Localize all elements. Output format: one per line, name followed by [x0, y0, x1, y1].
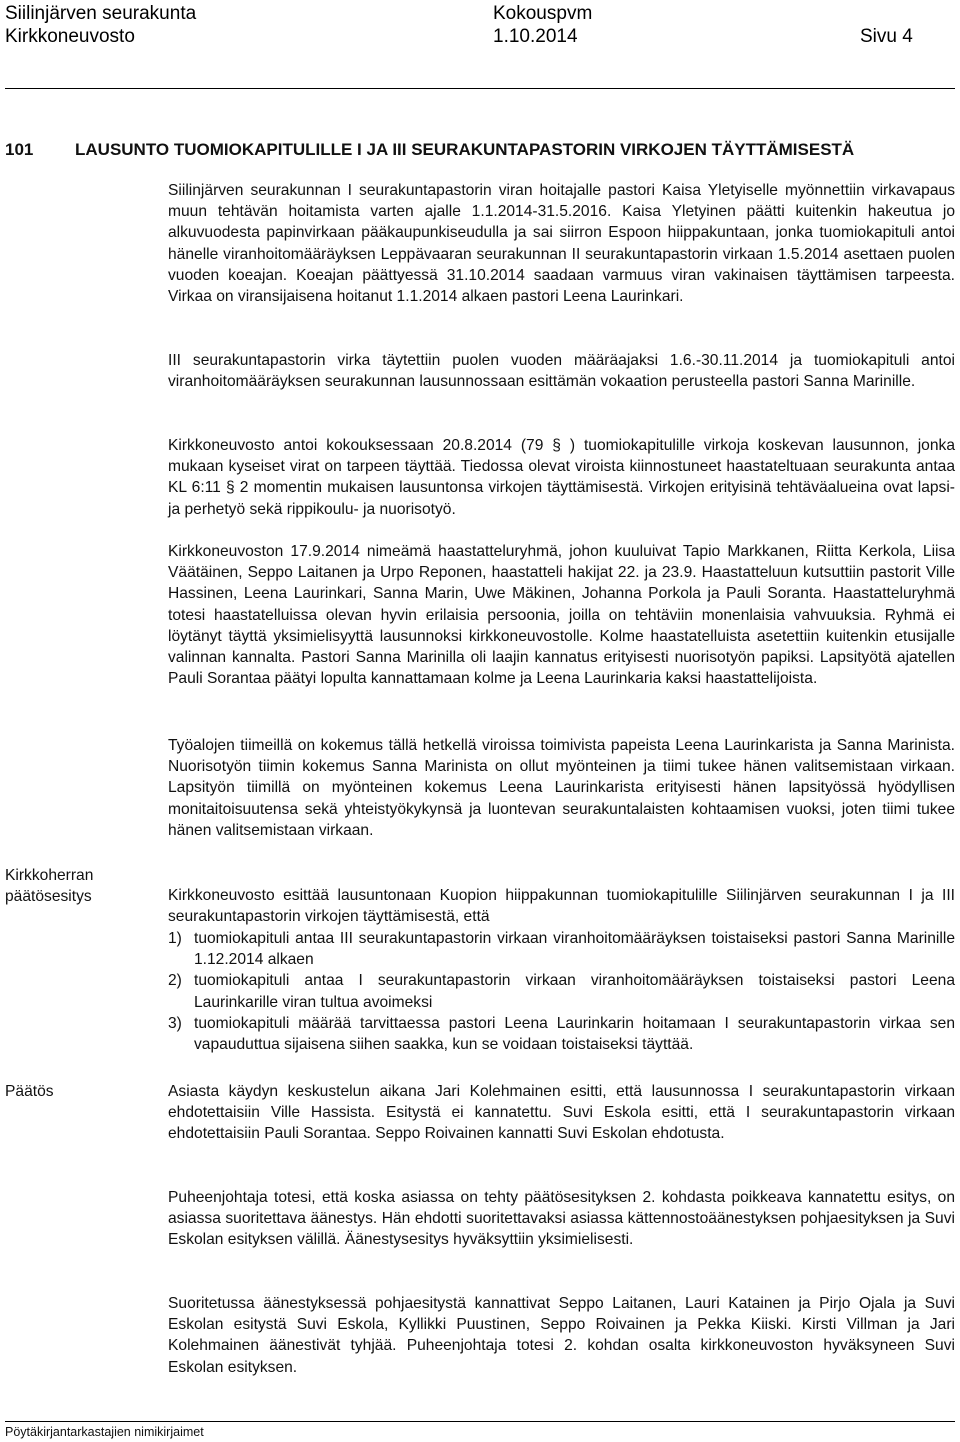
section-number: 101: [5, 140, 34, 159]
proposal-item-marker: 1): [168, 930, 182, 947]
decision-paragraph-1: Asiasta käydyn keskustelun aikana Jari Kolehmainen esitti, että lausunnossa I seurakuntapastorin virkaan ehdotettaisiin Ville Hassista. Esitystä ei kannatettu. Suvi Eskola esitti, että I seurakuntapastorin virkaan ehdotettaisiin Pauli Sorantaa. Seppo Roivainen kannatti Suvi Eskolan ehdotusta.: [168, 1083, 955, 1143]
paragraph-background-2: III seurakuntapastorin virka täytettiin puolen vuoden määräajaksi 1.6.-30.11.2014 ja tuomiokapituli antoi viranhoitomääräyksen seurakunnan lausunnossaan esittämän vokaation perusteella pastori Sanna Marinille.: [168, 352, 955, 391]
proposal-intro: Kirkkoneuvosto esittää lausuntonaan Kuopion hiippakunnan tuomiokapitulille Siilinjärven seurakunnan I ja III seurakuntapastorin virkojen täyttämisestä, että: [168, 887, 955, 926]
proposal-item-text: tuomiokapituli antaa III seurakuntapastorin virkaan viranhoitomääräyksen toistaiseksi pastori Sanna Marinille 1.12.2014 alkaen: [194, 930, 955, 969]
paragraph-background-3: Kirkkoneuvosto antoi kokouksessaan 20.8.2014 (79 § ) tuomiokapitulille virkoja koskevan lausunnon, jonka mukaan kyseiset virat on tarpeen täyttää. Tiedossa olevat viroista kiinnostuneet haastateltuaan seurakunta antaa KL 6:11 § 2 momentin mukaisen lausuntonsa virkojen täyttämisestä. Virkojen erityisinä tehtäväalueina ovat lapsi- ja perhetyö sekä rippikoulu- ja nuorisotyö.: [168, 437, 955, 518]
page-number: Sivu 4: [860, 26, 913, 47]
organization-name: Siilinjärven seurakunta: [5, 3, 197, 24]
meeting-date: 1.10.2014: [493, 26, 578, 47]
footer-divider: [5, 1421, 955, 1422]
footer-initials-label: Pöytäkirjantarkastajien nimikirjaimet: [5, 1425, 204, 1439]
paragraph-background-4: Kirkkoneuvoston 17.9.2014 nimeämä haastatteluryhmä, johon kuuluivat Tapio Markkanen, Riitta Kerkola, Liisa Väätäinen, Seppo Laitanen ja Urpo Reponen, haastatteli hakijat 22. ja 23.9. Haastatteluun kutsuttiin pastorit Ville Hassinen, Leena Laurinkari, Sanna Marin, Uwe Mäkinen, Johanna Porkola ja Pauli Soranta. Haastatteluryhmä totesi haastatelluissa olevan hyvin erilaisia persoonia, joilla on tehtäviin monenlaisia vahvuuksia. Ryhmä ei löytänyt täyttä yksimielisyyttä lausunnoksi kirkkoneuvostolle. Kolme haastatelluista asetettiin kuitenkin etusijalle valinnan kannalta. Pastori Sanna Marinilla oli laajin kannatus erityisesti nuorisotyön papiksi. Lapsityötä ajatellen Pauli Sorantaa päätyi lopulta kannattamaan kolme ja Leena Laurinkaria kaksi haastattelijoista.: [168, 543, 955, 688]
paragraph-background-1: Siilinjärven seurakunnan I seurakuntapastorin viran hoitajalle pastori Kaisa Yletyiselle myönnettiin virkavapaus muun tehtävän hoitamista varten ajalle 1.1.2014-31.5.2016. Kaisa Yletyinen päätti kuitenkin hakeutua jo alkuvuodesta papinvirkaan pääkaupunkiseudulla ja sai siirron Espoon hiippakuntaan, jonka tuomiokapituli antoi hänelle viranhoitomääräyksen Leppävaaran seurakunnan II seurakuntapastorin virkaan 1.5.2014 asettaen puolen vuoden koeajan. Koeajan päättyessä 31.10.2014 saadaan varmuus viran vakinaisen täyttämisen tarpeesta. Virkaa on viransijaisena hoitanut 1.1.2014 alkaen pastori Leena Laurinkari.: [168, 182, 955, 306]
proposal-item: [168, 1013, 955, 1055]
decision-paragraph-3: Suoritetussa äänestyksessä pohjaesitystä kannattivat Seppo Laitanen, Lauri Katainen ja Pirjo Ojala ja Suvi Eskolan esitystä Suvi Eskola, Kyllikki Puustinen, Seppo Roivainen ja Pekka Kiiski. Kirsti Villman ja Jari Kolehmainen äänestivät tyhjää. Puheenjohtaja totesi 2. kohdan osalta kirkkoneuvoston hyväksyneen Suvi Eskolan esityksen.: [168, 1295, 955, 1376]
header-divider: [5, 88, 955, 89]
proposal-list: [168, 928, 955, 1055]
proposal-item-marker: 3): [168, 1014, 182, 1032]
meeting-date-label: Kokouspvm: [493, 3, 593, 24]
proposal-item-text: tuomiokapituli määrää tarvittaessa pastori Leena Laurinkarin hoitamaan I seurakuntapastorin virkaa sen vapauduttua sijaisena siihen saakka, kun se voidaan toistaiseksi täyttää.: [194, 1014, 955, 1054]
proposal-item-marker: 2): [168, 972, 182, 990]
decision-label: Päätös: [5, 1083, 54, 1100]
section-title: LAUSUNTO TUOMIOKAPITULILLE I JA III SEURAKUNTAPASTORIN VIRKOJEN TÄYTTÄMISESTÄ: [75, 140, 855, 159]
proposal-label: Kirkkoherran päätösesitys: [5, 867, 94, 906]
proposal-item: [168, 928, 955, 970]
body-name: Kirkkoneuvosto: [5, 26, 135, 47]
paragraph-background-5: Työalojen tiimeillä on kokemus tällä hetkellä viroissa toimivista papeista Leena Laurinkarista ja Sanna Marinista. Nuorisotyön tiimin kokemus Sanna Marinista on ollut myönteinen ja tiimi tukee hänen valitsemistaan virkaan. Lapsityön tiimillä on myönteinen kokemus Leena Laurinkarista erityisesti hänen lapsityössä hyödyllisen monitaitoisuutensa sekä yhteistyökykynsä ja luontevan seurakuntalaisten kohtaamisen vuoksi, joten tiimi tukee hänen valitsemistaan virkaan.: [168, 737, 955, 839]
proposal-item-text: tuomiokapituli antaa I seurakuntapastorin virkaan viranhoitomääräyksen toistaiseksi pastori Leena Laurinkarille viran tultua avoimeksi: [194, 972, 955, 1011]
decision-paragraph-2: Puheenjohtaja totesi, että koska asiassa on tehty päätösesityksen 2. kohdasta poikkeava kannatettu esitys, on asiassa suoritettava äänestys. Hän ehdotti suoritettavaksi asiassa kättennostoäänestyksen pohjaesityksen ja Suvi Eskolan esityksen välillä. Äänestysesitys hyväksyttiin yksimielisesti.: [168, 1189, 955, 1249]
proposal-item: [168, 970, 955, 1012]
